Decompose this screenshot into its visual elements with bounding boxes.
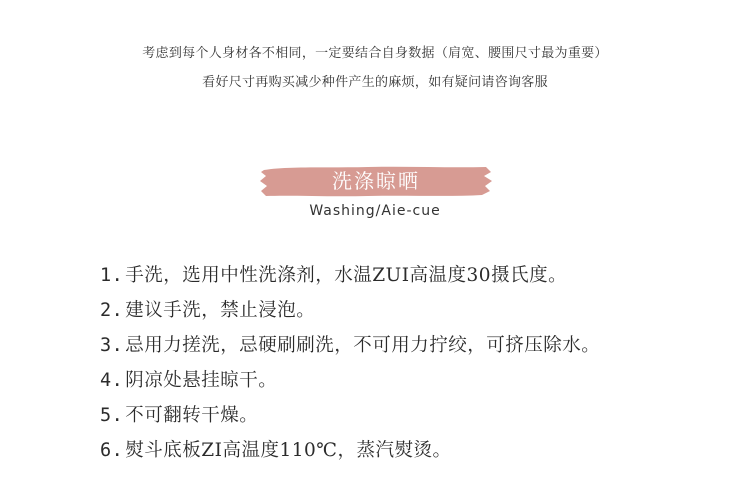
item-number: 3. bbox=[100, 335, 124, 356]
item-text: 熨斗底板ZI高温度110℃，蒸汽熨烫。 bbox=[125, 440, 452, 461]
item-number: 6. bbox=[100, 440, 124, 461]
item-number: 5. bbox=[100, 405, 124, 426]
item-number: 1. bbox=[100, 265, 124, 286]
item-text: 手洗，选用中性洗涤剂，水温ZUI高温度30摄氏度。 bbox=[125, 265, 568, 286]
list-item bbox=[100, 402, 600, 437]
care-instructions-list bbox=[100, 262, 600, 472]
list-item bbox=[100, 437, 600, 472]
list-item bbox=[100, 332, 600, 367]
item-text: 忌用力搓洗，忌硬刷刷洗，不可用力拧绞，可挤压除水。 bbox=[125, 335, 601, 356]
item-number: 4. bbox=[100, 370, 124, 391]
item-text: 建议手洗，禁止浸泡。 bbox=[125, 300, 316, 321]
section-title: 洗涤晾晒 bbox=[332, 169, 420, 193]
size-notice-line-2: 看好尺寸再购买减少种件产生的麻烦，如有疑问请咨询客服 bbox=[202, 75, 548, 90]
size-notice-line-1: 考虑到每个人身材各不相同，一定要结合自身数据（肩宽、腰围尺寸最为重要） bbox=[142, 46, 608, 61]
list-item bbox=[100, 262, 600, 297]
item-text: 阴凉处悬挂晾干。 bbox=[125, 370, 278, 391]
list-item bbox=[100, 367, 600, 402]
list-item bbox=[100, 297, 600, 332]
item-text: 不可翻转干燥。 bbox=[125, 405, 259, 426]
item-number: 2. bbox=[100, 300, 124, 321]
section-subtitle: Washing/Aie-cue bbox=[309, 203, 441, 219]
section-banner bbox=[258, 164, 494, 198]
